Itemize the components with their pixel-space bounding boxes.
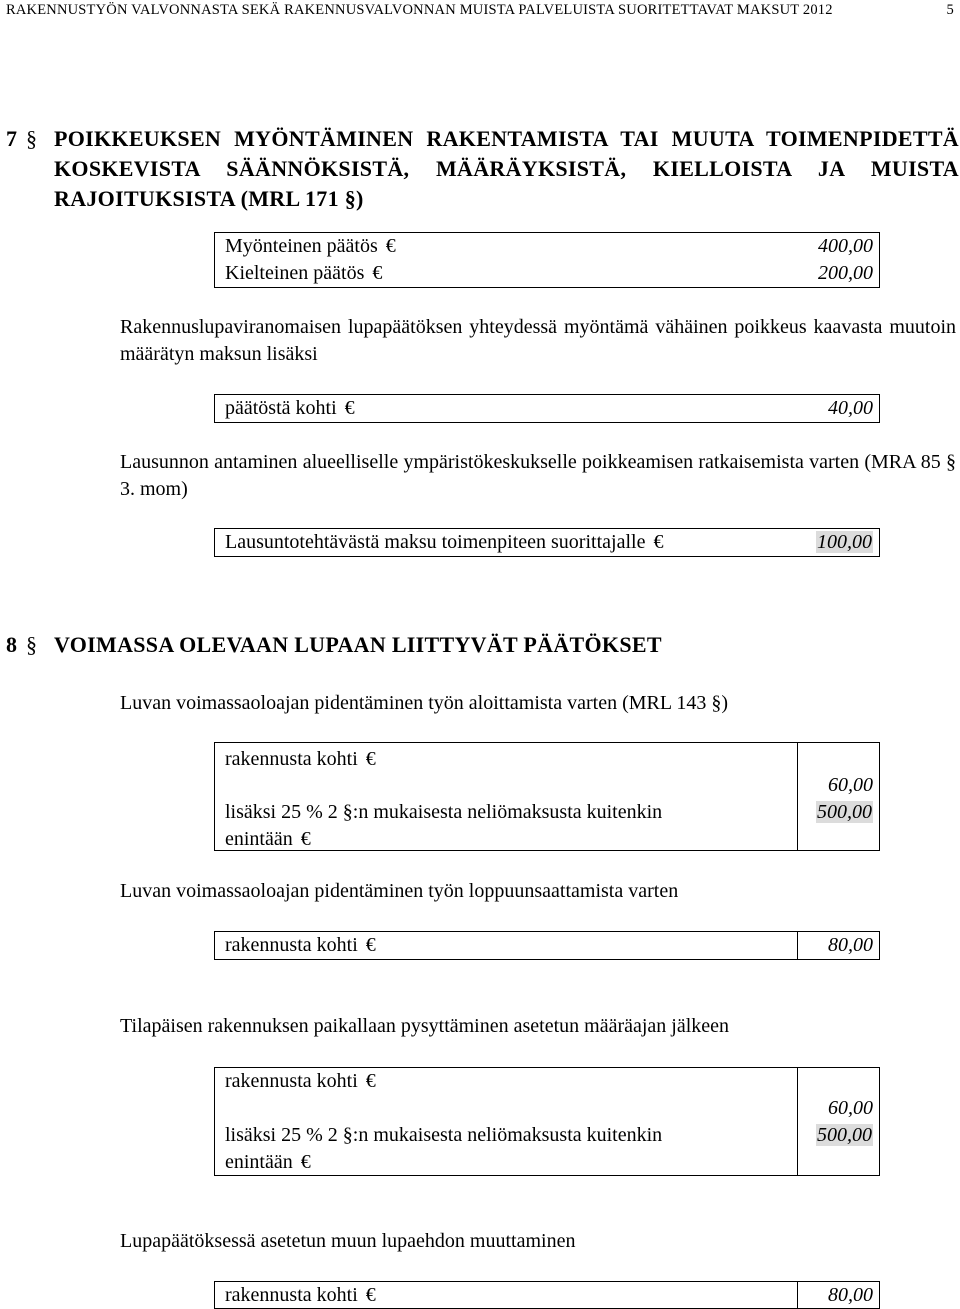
header-title: RAKENNUSTYÖN VALVONNASTA SEKÄ RAKENNUSVALVONNAN MUISTA PALVELUISTA SUORITETTAVAT MAKSUT 2012 bbox=[6, 2, 833, 18]
fee-box-extension-complete bbox=[214, 931, 880, 960]
fee-box-decisions bbox=[214, 232, 880, 288]
fee-label: lisäksi 25 % 2 §:n mukaisesta neliömaksusta kuitenkin bbox=[225, 801, 663, 823]
euro-sign: € bbox=[300, 828, 311, 850]
fee-label: enintään bbox=[225, 1151, 293, 1173]
fee-row bbox=[215, 260, 879, 287]
section-title: VOIMASSA OLEVAAN LUPAAN LIITTYVÄT PÄÄTÖKSET bbox=[54, 632, 662, 657]
body-paragraph: Rakennuslupaviranomaisen lupapäätöksen yhteydessä myöntämä vähäinen poikkeus kaavasta muutoin määrätyn maksun lisäksi bbox=[120, 316, 956, 365]
fee-box-temporary-building bbox=[214, 1067, 880, 1176]
fee-value: 60,00 bbox=[828, 1097, 873, 1119]
fee-label: rakennusta kohti bbox=[225, 934, 358, 956]
fee-row bbox=[215, 932, 879, 959]
fee-value: 60,00 bbox=[828, 774, 873, 796]
fee-value: 500,00 bbox=[817, 801, 872, 823]
fee-label: päätöstä kohti bbox=[225, 397, 337, 419]
fee-label: lisäksi 25 % 2 §:n mukaisesta neliömaksusta kuitenkin bbox=[225, 1124, 663, 1146]
section-7-heading bbox=[6, 124, 960, 214]
euro-sign: € bbox=[372, 262, 383, 284]
fee-value: 500,00 bbox=[817, 1124, 872, 1146]
fee-label: Myönteinen päätös bbox=[225, 235, 378, 257]
section-sign: § bbox=[26, 632, 38, 657]
euro-sign: € bbox=[344, 397, 355, 419]
fee-label: Kielteinen päätös bbox=[225, 262, 365, 284]
body-paragraph: Lausunnon antaminen alueelliselle ympäristökeskukselle poikkeamisen ratkaisemista varten (MRA 85 § 3. mom) bbox=[120, 451, 956, 500]
fee-box-statement bbox=[214, 528, 880, 557]
fee-box-condition-change bbox=[214, 1281, 880, 1309]
column-divider bbox=[797, 743, 798, 850]
fee-value: 80,00 bbox=[828, 934, 873, 956]
euro-sign: € bbox=[365, 748, 376, 770]
euro-sign: € bbox=[653, 531, 664, 553]
section-8-heading bbox=[6, 630, 960, 660]
body-paragraph: Luvan voimassaoloajan pidentäminen työn aloittamista varten (MRL 143 §) bbox=[120, 692, 729, 714]
fee-label: Lausuntotehtävästä maksu toimenpiteen suorittajalle bbox=[225, 531, 646, 553]
euro-sign: € bbox=[300, 1151, 311, 1173]
running-header bbox=[6, 2, 954, 19]
section-sign: § bbox=[26, 126, 38, 151]
euro-sign: € bbox=[365, 1284, 376, 1306]
euro-sign: € bbox=[365, 934, 376, 956]
section-title: POIKKEUKSEN MYÖNTÄMINEN RAKENTAMISTA TAI MUUTA TOIMENPIDETTÄ KOSKEVISTA SÄÄNNÖKSISTÄ, MÄÄRÄYKSISTÄ, KIELLOISTA JA MUISTA RAJOITUKSISTA (MRL 171 §) bbox=[54, 126, 959, 211]
fee-row bbox=[215, 529, 879, 556]
body-paragraph: Tilapäisen rakennuksen paikallaan pysyttäminen asetetun määräajan jälkeen bbox=[120, 1015, 730, 1037]
fee-row bbox=[215, 233, 879, 260]
fee-value: 200,00 bbox=[818, 262, 873, 284]
fee-value: 100,00 bbox=[817, 531, 872, 553]
body-paragraph: Luvan voimassaoloajan pidentäminen työn loppuunsaattamista varten bbox=[120, 880, 679, 902]
euro-sign: € bbox=[385, 235, 396, 257]
page-number: 5 bbox=[946, 2, 954, 18]
body-paragraph: Lupapäätöksessä asetetun muun lupaehdon muuttaminen bbox=[120, 1230, 576, 1252]
column-divider bbox=[797, 1068, 798, 1175]
fee-label: rakennusta kohti bbox=[225, 748, 358, 770]
fee-label: rakennusta kohti bbox=[225, 1070, 358, 1092]
fee-value: 400,00 bbox=[818, 235, 873, 257]
fee-box-per-decision bbox=[214, 394, 880, 423]
fee-row bbox=[215, 1282, 879, 1309]
fee-box-extension-start bbox=[214, 742, 880, 851]
fee-label: enintään bbox=[225, 828, 293, 850]
section-number: 7 bbox=[6, 126, 18, 151]
fee-value: 80,00 bbox=[828, 1284, 873, 1306]
euro-sign: € bbox=[365, 1070, 376, 1092]
fee-value: 40,00 bbox=[828, 397, 873, 419]
fee-label: rakennusta kohti bbox=[225, 1284, 358, 1306]
fee-row bbox=[215, 395, 879, 422]
section-number: 8 bbox=[6, 632, 18, 657]
